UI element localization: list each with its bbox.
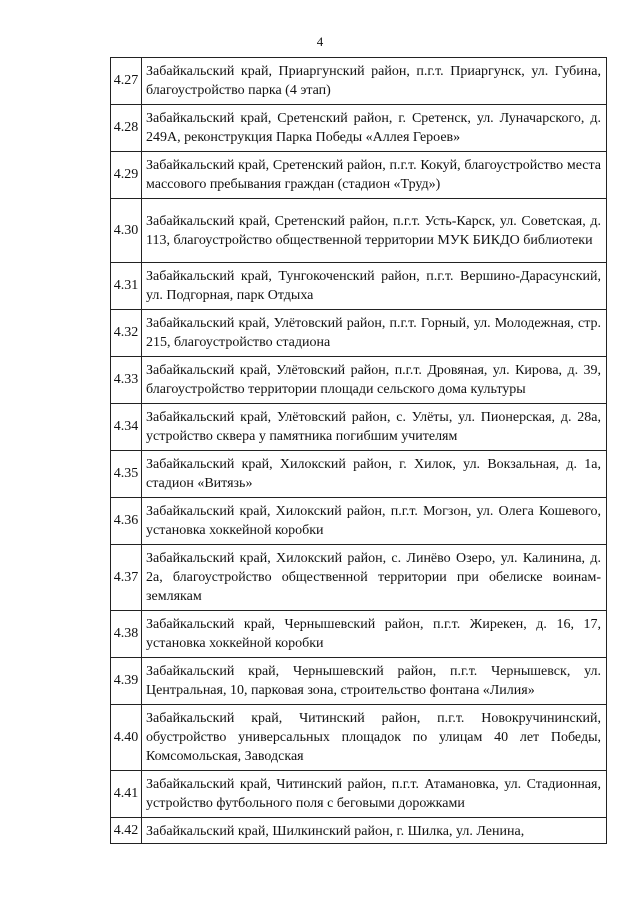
row-description: Забайкальский край, Приаргунский район, п.г.т. Приаргунск, ул. Губина, благоустройство парка (4 этап) [142,58,607,105]
row-description: Забайкальский край, Улётовский район, с. Улёты, ул. Пионерская, д. 28а, устройство сквера у памятника погибшим учителям [142,404,607,451]
row-number: 4.35 [111,451,142,498]
table-row [111,545,607,611]
row-description-text: Забайкальский край, Шилкинский район, г. Шилка, ул. Ленина, [146,824,525,839]
row-description: Забайкальский край, Сретенский район, г. Сретенск, ул. Луначарского, д. 249А, реконструкция Парка Победы «Аллея Героев» [142,105,607,152]
row-number: 4.36 [111,498,142,545]
row-number: 4.33 [111,357,142,404]
row-number: 4.41 [111,771,142,818]
page-number: 4 [316,34,324,49]
row-description [142,818,607,844]
table-row [111,818,607,844]
row-description: Забайкальский край, Сретенский район, п.г.т. Усть-Карск, ул. Советская, д. 113, благоустройство общественной территории МУК БИКДО библиотеки [142,199,607,263]
row-description: Забайкальский край, Хилокский район, с. Линёво Озеро, ул. Калинина, д. 2а, благоустройство общественной территории при обелиске воинам-землякам [142,545,607,611]
table-row [111,357,607,404]
objects-table [110,57,607,844]
table-row [111,199,607,263]
table-row [111,404,607,451]
row-number: 4.27 [111,58,142,105]
row-description: Забайкальский край, Тунгокоченский район, п.г.т. Вершино-Дарасунский, ул. Подгорная, парк Отдыха [142,263,607,310]
table-row [111,451,607,498]
row-number: 4.31 [111,263,142,310]
row-number: 4.28 [111,105,142,152]
table-row [111,105,607,152]
table-row [111,705,607,771]
table-row [111,58,607,105]
row-number: 4.42 [111,818,142,844]
row-number: 4.29 [111,152,142,199]
table-row [111,611,607,658]
row-number: 4.30 [111,199,142,263]
row-description: Забайкальский край, Улётовский район, п.г.т. Горный, ул. Молодежная, стр. 215, благоустройство стадиона [142,310,607,357]
table-row [111,771,607,818]
row-description: Забайкальский край, Читинский район, п.г.т. Новокручининский, обустройство универсальных площадок по улицам 40 лет Победы, Комсомольская, Заводская [142,705,607,771]
row-number: 4.40 [111,705,142,771]
row-number: 4.37 [111,545,142,611]
table-row [111,310,607,357]
row-description: Забайкальский край, Сретенский район, п.г.т. Кокуй, благоустройство места массового пребывания граждан (стадион «Труд») [142,152,607,199]
row-description: Забайкальский край, Хилокский район, п.г.т. Могзон, ул. Олега Кошевого, установка хоккейной коробки [142,498,607,545]
table-row [111,152,607,199]
row-description: Забайкальский край, Чернышевский район, п.г.т. Жирекен, д. 16, 17, установка хоккейной коробки [142,611,607,658]
row-number: 4.32 [111,310,142,357]
row-description: Забайкальский край, Улётовский район, п.г.т. Дровяная, ул. Кирова, д. 39, благоустройство территории площади сельского дома культуры [142,357,607,404]
row-number: 4.38 [111,611,142,658]
row-number: 4.39 [111,658,142,705]
row-description: Забайкальский край, Читинский район, п.г.т. Атамановка, ул. Стадионная, устройство футбольного поля с беговыми дорожками [142,771,607,818]
row-description: Забайкальский край, Хилокский район, г. Хилок, ул. Вокзальная, д. 1а, стадион «Витязь» [142,451,607,498]
table-row [111,658,607,705]
table-row [111,498,607,545]
table-row [111,263,607,310]
row-number: 4.34 [111,404,142,451]
row-description: Забайкальский край, Чернышевский район, п.г.т. Чернышевск, ул. Центральная, 10, парковая зона, строительство фонтана «Лилия» [142,658,607,705]
